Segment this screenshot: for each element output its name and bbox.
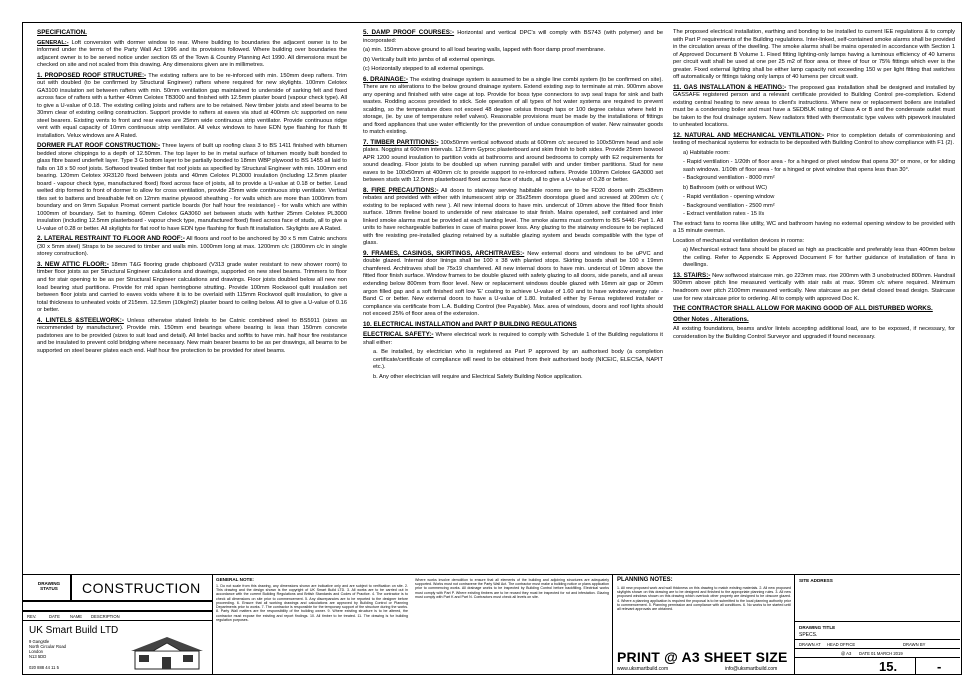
dormer-heading: DORMER FLAT ROOF CONSTRUCTION:- <box>37 142 161 150</box>
gas-heading: 11. GAS INSTALLATION & HEATING:- <box>673 83 787 91</box>
spec-title: SPECIFICATION. <box>37 29 87 36</box>
electrical-b: b. Any other electrician will require and Electrical Safety Building Notice application. <box>373 373 583 380</box>
attic-floor-heading: 3. NEW ATTIC FLOOR:- <box>37 260 109 268</box>
rev-col-rev: REV. <box>27 614 37 619</box>
electrical-heading: 10. ELECTRICAL INSTALLATION and PART P BUILDING REGULATIONS <box>363 320 577 328</box>
frames-text: New external doors and windows to be uPVC and double glazed. Internal door linings shall be 100 x 38 with planted stops. Skirting boards shall be 100 x 19mm chamfered. Architraves shall be 75x19 chamfered. All new internal doors to have min. undercut of 10mm above the fitted floor finish surface. Window frames to be double glazed with safety glazing to all doors, side panels, and all areas extending below 800mm from floor level. New or replacement windows double glazed with 16mm air gap or 20mm argon filled gap and a soft finished soft low 'E' coating to achieve U-value of 1.60 and to have window energy rate - Band C or better. New external doors to have a U-value of 1.80. Installed either by Fensa registered installer or compliance via certificate from L.A. Building Control (fee Payable). Max. area of windows, doors and roof lights should not exceed 25% of floor area of the extension. <box>363 250 663 318</box>
dpc-text: Horizontal and vertical DPC's will comply with BS743 (with polymer) and be incorporated: <box>363 30 663 44</box>
drawn-at-value: HEAD OFFICE <box>827 642 856 647</box>
gas-text: The proposed gas installation shall be designed and installed by GASSAFE registered person and a relevant certificate provided to Building Control pre-completion. Extend existing central heating to new areas to client's instructions. Where new or replacement boilers are installed must be a condensing boiler and must have a SEDBUK rating of Class A or B and the condensate outlet must be taken to the foul drainage system. New radiators fitted with thermostatic type valves with pipework insulated to unheated locations. <box>673 84 955 129</box>
vent-location: Location of mechanical ventilation devices in rooms: <box>673 237 805 244</box>
spec-column-3 <box>673 29 955 499</box>
lateral-restraint-text: All floors and roof to be anchored by 30 x 5 mm Catnic anchors (30 x 5mm steel) Straps to be secured to timber and walls min. 1000mm long at max. 1200mm c/c (1800mm c/c in single storey construction). <box>37 236 347 258</box>
title-block-right <box>725 575 960 675</box>
address-line-2: North Circular Road <box>29 644 67 650</box>
general-notes-title: GENERAL NOTE: <box>216 577 254 582</box>
dormer-text: Three layers of built up roofing class 3 to BS 1411 finished with bitumen bedded stone chippings to a depth of 12.50mm. The top layer to be in metal surface of bitumen mostly built bonded to glass fibre based underfelt layer. Type 3 G bottom layer to be partially bonded to 18mm WBP plywood to BS 1455 all laid to falls on 18 x 50 roof joists. Softwood treated timber flat roof joists as specified by Structural Engineer with min. 100mm end bearing. 120mm Celotex XR3120 fixed between joists and 40mm Celotex PL3000 insulation (including 12.5mm plaster board - vapour check type, manufactured fixed) fixed across face of joists, all to provide a U-value at 0.18 or better. Lead welted drip formed to front of dormer to allow for cross ventilation, provide 25mm wide continuous strip ventilator. Vertical tiles set to battens and breathable felt on 12mm marine plywood sheathing - for walls which are more than 1000mm from boundary and on 9mm Supalux Promat cement particle boards (for half hour fire resistance) - for walls which are within 1000mm of boundary. Set to framing. 60mm Celotex GA3060 set between studs with further 25mm Celotex PL3000 insulation (including 12.5mm plasterboard - vapour check type, manufactured fixed) fixed across face of studs, all to give a U-value of 0.28 or better. All skylights for flat roof to have EDN type flashing for flush fit installation. Skylights are A Rated. <box>37 143 347 232</box>
fire-text: All doors to stairway serving habitable rooms are to be FD20 doors with 25x38mm rebates and provided with either with intumescent strip or 35x25mm doorstops glued and screwed at 200mm c/c ( existing to be replaced with new ). All new internal doors to have min. undercut of 10mm above the fitted floor finish surface. 18mm fireline board to underside of new staircase to stair finish. Mains operated, self contained and inter linked smoke alarms must be provided at each landing level. The smoke alarms must conform to BS 5446: Part 1. All units to have rechargeable batteries in case of mains power loss. Any glazing to the stairway enclosure to be replaced with fire resisting pre-installed glazing retained by a suitable glazing system and beads compatible with the type of glass. <box>363 187 663 247</box>
electrical-a: a. Be installed, by electrician who is registered as Part P approved by an authorised body (a completion certificate/certificate of compliance will need to be obtained from their authorised body (NICEIC, ELECSA, NAPIT etc.). <box>373 349 663 371</box>
company-phone: 020 888 44 11 5 <box>29 665 59 670</box>
title-block <box>23 574 960 674</box>
spec-column-1 <box>37 29 347 569</box>
rev-col-name: NAME <box>70 614 83 619</box>
drawing-title-value: SPECS. <box>799 632 818 638</box>
stairs-heading: 13. STAIRS:- <box>673 271 711 279</box>
company-name: UK Smart Build LTD <box>29 625 119 636</box>
dpc-b: (b) Vertically built into jambs of all external openings. <box>363 56 496 63</box>
vent-bathroom-extract: - Extract ventilation rates - 15 l/s <box>683 211 765 218</box>
site-address-label: SITE ADDRESS <box>799 578 833 583</box>
lintels-text: Unless otherwise stated lintels to be Catnic combined steel to BS5911 (sizes as recommended by manufacturer). Provide min. 150mm end bearings where bearing is less than 150mm concrete padstones are to be provided (sizes to suit load and detail). All lintel backs and soffits to have min. half hour fire resistance and be insulated to prevent cold bridging where necessary. New main bearer beams to be as per drawings, all beams to be supported on steel bearer plates each end. Half hour fire protection to be provided for steel beams. <box>37 317 347 354</box>
other-notes-heading: Other Notes . Alterations. <box>673 315 749 323</box>
frames-heading: 9. FRAMES, CASINGS, SKIRTINGS, ARCHITRAVES:- <box>363 249 525 257</box>
drawing-title-label: DRAWING TITLE <box>799 625 836 630</box>
vent-extract-note: The extract fans to rooms like utility, WC and bathroom having no external opening window to be provided with a 15 minute overrun. <box>673 220 955 235</box>
vent-habitable-background: - Background ventilation - 8000 mm² <box>683 175 775 182</box>
lintels-heading: 4. LINTELS &STEELWORK:- <box>37 316 124 324</box>
ventilation-text: Prior to completion details of commissioning and testing of mechanical systems for extracts to be deposited with Building Control to show compliance with F1 (2). <box>673 132 955 147</box>
planning-notes-text: 1. All new proposed work and wall thickness on this drawing to match existing materials. 2. All new proposed skylights shown on this drawing are to be designed and finished to the appropriate planning rules. 3. All new proposed windows shown on this drawing which overlook other property are designed to be obscure glazed. 4. Where a planning application is required the proposal is to be submitted to the local planning authority prior to commencement. 5. Planning permission and compliance with all conditions. 6. No works to be started until all relevant approvals are obtained. <box>617 586 791 612</box>
address-line-1: 9 Gangstle <box>29 639 50 644</box>
drawing-status-value: CONSTRUCTION <box>82 580 201 596</box>
vent-location-a: a) Mechanical extract fans should be placed as high as practicable and preferably less than 400mm below the ceiling. Refer to Appendix E Approved Document F for further guidance of installation of fans in dwellings. <box>683 247 955 269</box>
electrical-safety-label: ELECTRICAL SAFETY:- <box>363 331 434 339</box>
house-logo-icon <box>127 635 207 671</box>
general-notes-box <box>213 575 613 675</box>
planning-notes-box <box>613 575 795 675</box>
partitions-text: 100x50mm vertical softwood studs at 600mm c/c secured to 100x50mm head and sole plates. Noggins at 600mm intervals. 12.5mm Gyproc plasterboard and skim finish to both sides. Provide 25mm Isowool APR 1200 sound insulation to partition voids at bathrooms and around bedrooms to comply with E2 requirements for sound deading. Floor joists to be doubled up when running parallel with and under timber partitions. Stud for new eaves to be 100x50mm at 400mm c/c to provide support to re-inforced rafters. Provide 100mm Celotex GA3000 set between studs with 12.5mm plasterboard fixed across face of studs, all to give a U-value of 0.28 or better. <box>363 139 663 184</box>
rev-col-description: DESCRIPTION <box>91 614 120 619</box>
scale-value: @ A3 <box>841 651 852 656</box>
partitions-heading: 7. TIMBER PARTITIONS:- <box>363 138 439 146</box>
dpc-heading: 5. DAMP PROOF COURSES:- <box>363 29 455 36</box>
address-line-3: London <box>29 649 43 655</box>
address-line-4: N13 5DD <box>29 654 47 660</box>
dpc-a: (a) min. 150mm above ground to all load bearing walls, lapped with floor damp proof membrane. <box>363 47 606 54</box>
email-link[interactable]: info@uksmartbuild.com <box>725 666 778 672</box>
dpc-c: (c) Horizontally stepped to all external openings. <box>363 66 485 73</box>
electrical-intro: The proposed electrical installation, earthing and bonding to be installed to current IEE regulations & to comply with Part P requirements of the Building regulations. Inter-linked, self-contained smoke alarms shall be provided in the circulation areas of the dwelling. The smoke alarms shall be mains operated in accordance with Section 1 of Approved Document B Volume 1. Fixed fitting lighting-only lamps having a luminous efficiency of 40 lumens per circuit watt shall be used at one per 25 m2 of floor area or three of four or 75% fittings which ever is the greater. Fixed external lighting shall be either lamp capacity not exceeding 150 w per light fitting that switches off automatically or fittings taking only lamps of 40 lumens per circuit watt. <box>673 29 955 81</box>
contractor-note: THE CONTRACTOR SHALL ALLOW FOR MAKING GOOD OF ALL DISTURBED WORKS. <box>673 305 933 313</box>
revision-value: - <box>937 659 942 674</box>
sheet-number: 15. <box>879 659 898 674</box>
drawing-status-label: DRAWING STATUS <box>37 581 61 591</box>
drawn-at-label: DRAWN AT <box>799 642 821 647</box>
vent-bathroom-background: - Background ventilation - 2500 mm² <box>683 202 775 209</box>
fire-heading: 8. FIRE PRECAUTIONS:- <box>363 186 439 194</box>
vent-habitable-rapid: - Rapid ventilation - 1/20th of floor area - for a hinged or pivot window that opens 30° or more, or for sliding sash windows. 1/10th of floor area - for a hinged or pivot window that opens less than 30°. <box>683 159 955 173</box>
lateral-restraint-heading: 2. LATERAL RESTRAINT TO FLOOR AND ROOF:- <box>37 235 185 243</box>
final-note: All existing foundations, beams and/or lintels accepting additional load, are to be exposed, if necessary, for consideration by the Building Control Surveyor and upgraded if found necessary. <box>673 326 955 340</box>
planning-notes-title: PLANNING NOTES: <box>617 577 673 583</box>
general-text: Loft conversion with dormer window to rear. Where building to boundaries the adjacent owner is to be informed under the terms of the Party Wall Act 1996 and its provisions followed. Where building over boundaries the adjacent owner is to be served notice under section 65 of the Town & Country Planning Act 1990. All dimensions must be checked on site and not scaled from this drawing. Any dimensions given are in millimetres. <box>37 39 347 69</box>
general-notes-text-2: Where works involve demolition to ensure that all elements of the building and adjoining structures are adequately supported. Works must not contravene the Party Wall Act. The contractor must make a building notice or plans application prior to commencing works. All drainage works to be inspected by Building Control before backfilling. Electrical works must comply with Part P. Where existing timbers are to be reused they must be inspected for rot and infestation. Glazing must comply with Part K and Part N. Contractors must check all levels on site. <box>415 578 609 599</box>
ventilation-heading: 12. NATURAL AND MECHANICAL VENTILATION:- <box>673 131 825 139</box>
vent-habitable-title: a) Habitable room: <box>683 149 730 156</box>
roof-structure-heading: 1. PROPOSED ROOF STRUCTURE:- <box>37 71 147 79</box>
rev-col-date: DATE <box>49 614 60 619</box>
print-size-label: PRINT @ A3 SHEET SIZE <box>617 649 788 665</box>
general-notes-text: 1. Do not scale from this drawing, any dimensions shown are indicative only and are subject to verification on site. 2. This drawing and the design shown is the copyright of UK Smart Build LTD. 3. All works are to be carried out in accordance with the current Building Regulations and British Standards and Codes of Practice. 4. The contractor is to check all dimensions on site prior to commencement. 5. Any discrepancies are to be reported to the designer before proceeding. 6. Ensure that all working drawings and calculations are approved by Building Control or Planning Departments prior to works. 7. The contractor is responsible for the temporary support of the structure during the works. 8. Party Wall matters are the responsibility of the building owner. 9. Where existing structure is to be altered, the contractor must expose the existing and report findings. 10. All timber to be treated. 11. The drawing is for building regulation purposes. <box>216 584 408 622</box>
website-link[interactable]: www.uksmartbuild.com <box>617 666 669 672</box>
general-label: GENERAL:- <box>37 39 69 46</box>
drainage-text: The existing drainage system is assumed to be a single line combi system (to be confirmed on site). There are no alterations to the below ground drainage system. Extend existing svp to terminate at min. 900mm above any opening and finished with wire cage at top. Provide for boss type connectors to svp seal traps for sink and bath wastes. Rodding access provided to stick. Sole operation of all types of hot water systems are required to prevent scalding, so the temperature does not exceed 48 degree celsius through taps or 100 degree celsius where held in storage, (ie. by use of temperature relief valves). Reasonable provisions must be made by the installations of fittings and fixed appliances that use water efficiently for the prevention of undue consumption of water. New rainwater goods to match existing. <box>363 76 663 136</box>
vent-bathroom-rapid: - Rapid ventilation - opening window <box>683 194 775 201</box>
roof-structure-text: The existing rafters are to be re-inforced with min. 150mm deep rafters. Trim out with doubled (to be confirmed by Structural Engineer) rafters where required for new skylights. 100mm Celotex GA3100 insulation set between rafters with min. 50mm ventilation gap maintained to underside of sarking felt and fixed across face of rafters with a further 40mm Celotex TB3000 and finished with 12.5mm plaster board (vapour check type). All to give a U-value of 0.18. The existing ceiling joists and rafters are to be retained. New timber joists and steel beams to be 30mm clear of existing ceiling construction. Support provide to rafters at eaves via stud at 400mm c/c supported on new steel bearers. Existing vents to front and rear eaves are 25mm wide continuous strip ventilator. Provide continuous ridge vent with equal capacity of 10mm continuous strip ventilator. All velux windows to have EDN type flashing for flush fit installation. Velux windows are A Rated. <box>37 72 347 139</box>
attic-floor-text: 18mm T&G flooring grade chipboard (V313 grade water resistant to new shower room) to timber floor joists as per Structural Engineer calculations and drawings, supported on new steel beams. Trimmers to floor and for stair opening to be as per Structural Engineer calculations and drawings. Floor joists doubled below all new non load bearing stud partitions. Provide for mid span herringbone strutting. Provide 100mm Rockwool quilt insulation set between floor joists and carried to eaves voids where it is to be overlaid with 115mm Rockwool quilt insulation, to give a total thickness to unheated voids of 215mm. 12.5mm (10kg/m2) plaster board to ceiling below. All to give a U-value of 0.16 or better. <box>37 261 347 314</box>
stairs-text: New softwood staircase min. go 223mm max. rise 200mm with 3 unobstructed 800mm. Handrail 900mm above pitch line measured vertically with stair rails at max. 99mm c/c where required. Minimum headroom over pitch 2100mm measured vertically. New staircase as per detail closed tread design. Staircase use for new staircase prior to ordering. All to comply with approved Doc K. <box>673 272 955 302</box>
drainage-heading: 6. DRAINAGE:- <box>363 75 408 83</box>
drawn-by-label: DRAWN BY <box>903 642 926 647</box>
title-block-left <box>23 575 213 675</box>
drawing-sheet <box>22 22 962 675</box>
electrical-safety-text: Where electrical work is required to comply with Schedule 1 of the Building regulations it shall either: <box>363 332 663 346</box>
vent-bathroom-title: b) Bathroom (with or without WC) <box>683 184 768 191</box>
spec-column-2 <box>363 29 663 549</box>
date-value: DATE 01 MARCH 2019 <box>859 651 903 656</box>
